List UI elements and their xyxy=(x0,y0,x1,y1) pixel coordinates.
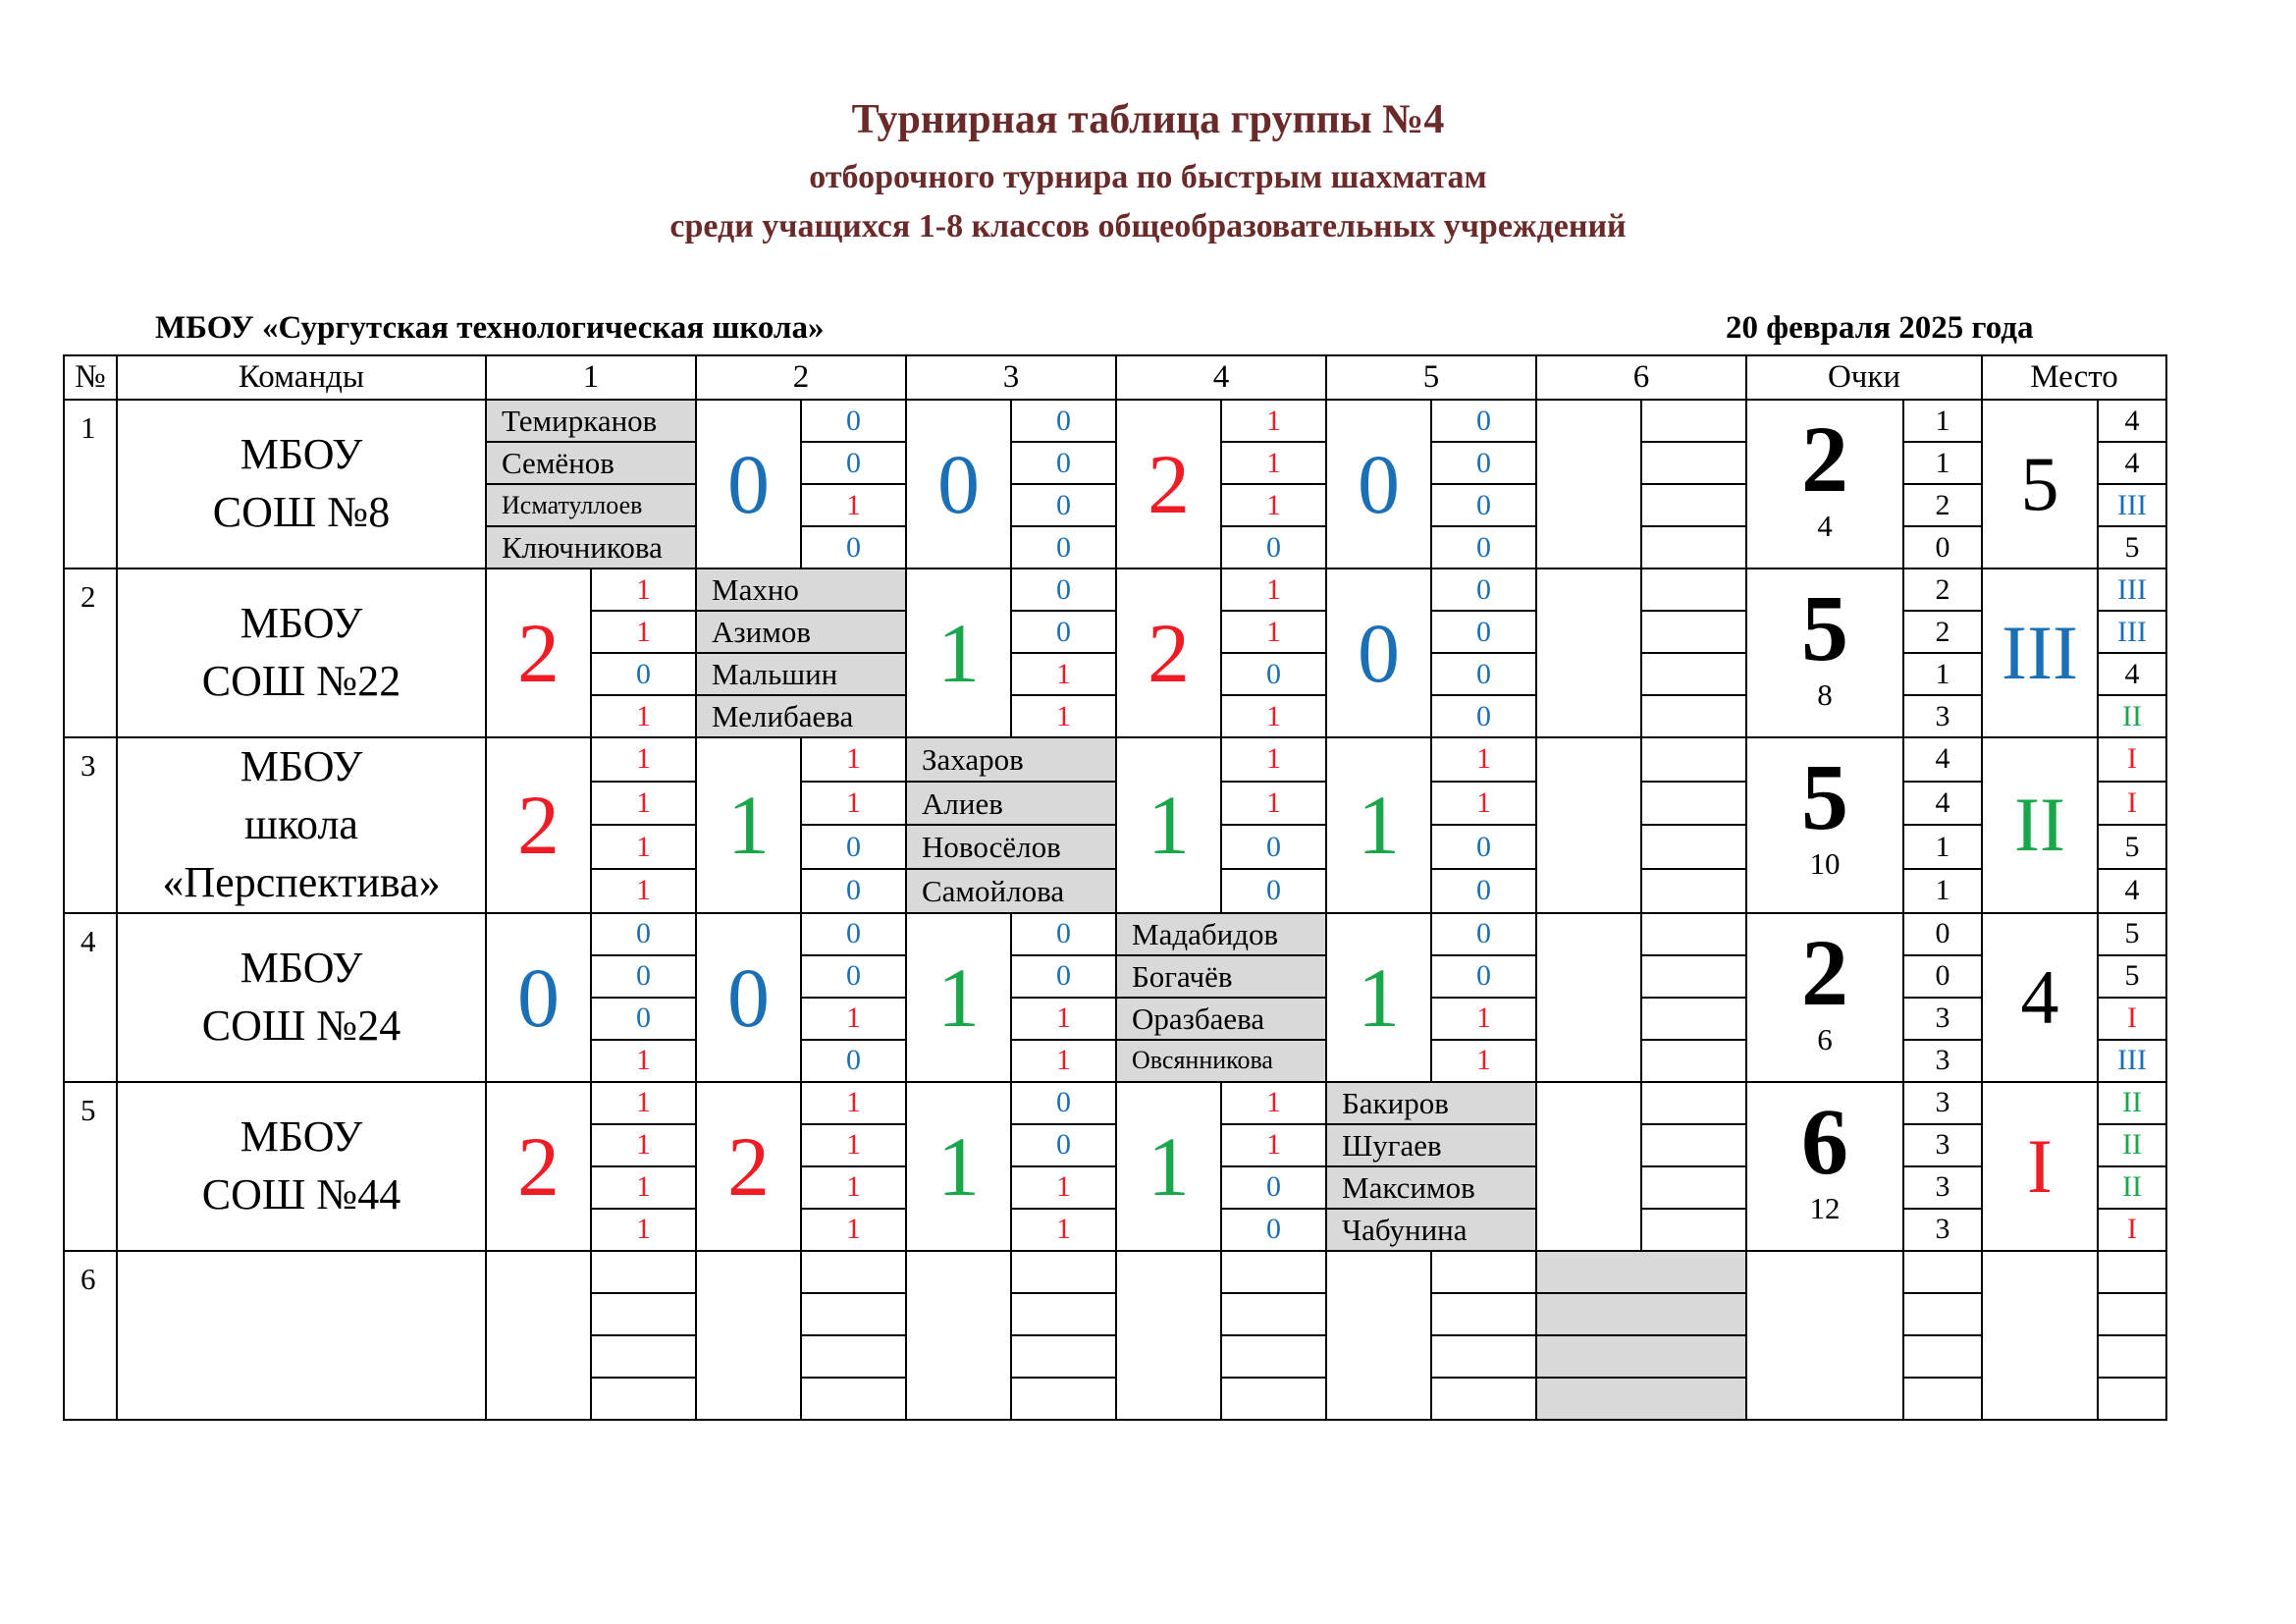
board-place: I xyxy=(2098,998,2166,1040)
board-result: 1 xyxy=(1221,1082,1326,1124)
match-score: 0 xyxy=(486,913,591,1082)
board-result xyxy=(591,1378,696,1420)
board-place xyxy=(2098,1251,2166,1293)
match-score xyxy=(1116,1251,1221,1420)
board-result xyxy=(1641,1166,1746,1209)
match-score: 1 xyxy=(1116,1082,1221,1251)
team-points: 2 xyxy=(1801,919,1848,1025)
board-result: 1 xyxy=(591,1166,696,1209)
board-result: 0 xyxy=(591,653,696,695)
board-result xyxy=(1641,1040,1746,1082)
team-name-line: МБОУ xyxy=(240,599,363,648)
board-result xyxy=(1641,442,1746,484)
team-name xyxy=(117,913,486,1082)
diagonal-cell xyxy=(1536,1251,1746,1293)
table-row xyxy=(64,1251,2166,1293)
team-number: 3 xyxy=(64,737,117,913)
team-name-line: МБОУ xyxy=(240,1111,363,1161)
board-result: 1 xyxy=(1221,1124,1326,1166)
page-title: Турнирная таблица группы №4 xyxy=(851,97,1445,142)
team-board-points-total: 6 xyxy=(1817,1021,1833,1056)
table-row xyxy=(64,737,2166,782)
header-num: № xyxy=(64,355,117,400)
board-result: 1 xyxy=(1011,1209,1116,1251)
team-name xyxy=(117,400,486,568)
board-result xyxy=(1011,1378,1116,1420)
board-result: 1 xyxy=(1221,400,1326,442)
match-score: 0 xyxy=(696,913,801,1082)
diagonal-cell xyxy=(1536,1378,1746,1420)
player-name: Максимов xyxy=(1326,1166,1536,1209)
board-result: 0 xyxy=(1431,484,1536,526)
match-score xyxy=(1536,568,1641,737)
board-result: 0 xyxy=(1431,526,1536,568)
board-result: 0 xyxy=(1431,955,1536,998)
board-points: 3 xyxy=(1903,1040,1982,1082)
team-name xyxy=(117,737,486,913)
board-result xyxy=(1221,1335,1326,1378)
board-place: I xyxy=(2098,782,2166,826)
team-points-cell xyxy=(1746,737,1903,913)
board-place: 4 xyxy=(2098,869,2166,913)
board-result: 1 xyxy=(1221,782,1326,826)
board-result xyxy=(1641,1082,1746,1124)
team-name-line: МБОУ xyxy=(240,742,363,790)
header-points: Очки xyxy=(1746,355,1982,400)
board-result xyxy=(1011,1335,1116,1378)
header-opponent-1: 1 xyxy=(486,355,696,400)
board-place: 5 xyxy=(2098,825,2166,869)
player-name: Захаров xyxy=(906,737,1116,782)
board-result xyxy=(1641,869,1746,913)
player-name: Семёнов xyxy=(486,442,696,484)
board-result: 1 xyxy=(1011,998,1116,1040)
team-points-cell xyxy=(1746,913,1903,1082)
board-result xyxy=(1221,1293,1326,1335)
team-board-points-total: 12 xyxy=(1809,1190,1841,1225)
board-points: 0 xyxy=(1903,955,1982,998)
tournament-table xyxy=(63,354,2167,1421)
board-result: 1 xyxy=(591,1082,696,1124)
board-result xyxy=(801,1335,906,1378)
board-result: 0 xyxy=(1221,526,1326,568)
board-place xyxy=(2098,1335,2166,1378)
board-result xyxy=(1641,1124,1746,1166)
board-result xyxy=(1641,955,1746,998)
table-row xyxy=(64,1082,2166,1124)
board-result: 1 xyxy=(1011,1040,1116,1082)
board-result xyxy=(1431,1251,1536,1293)
player-name: Овсянникова xyxy=(1116,1040,1326,1082)
team-points: 5 xyxy=(1801,744,1848,849)
board-result: 0 xyxy=(1011,484,1116,526)
board-result: 0 xyxy=(1221,1166,1326,1209)
board-result xyxy=(1431,1378,1536,1420)
team-number: 1 xyxy=(64,400,117,568)
board-result: 1 xyxy=(591,737,696,782)
board-result: 0 xyxy=(591,913,696,955)
team-name xyxy=(117,568,486,737)
board-result: 0 xyxy=(591,998,696,1040)
board-place: III xyxy=(2098,1040,2166,1082)
board-result: 0 xyxy=(801,442,906,484)
table-row xyxy=(64,913,2166,955)
board-result: 1 xyxy=(801,737,906,782)
player-name: Чабунина xyxy=(1326,1209,1536,1251)
board-result: 1 xyxy=(591,695,696,737)
board-points: 1 xyxy=(1903,869,1982,913)
player-name: Новосёлов xyxy=(906,825,1116,869)
board-place: I xyxy=(2098,737,2166,782)
match-score xyxy=(696,1251,801,1420)
board-result: 1 xyxy=(801,782,906,826)
team-place: 4 xyxy=(1982,913,2098,1082)
board-result: 0 xyxy=(801,400,906,442)
match-score xyxy=(1326,1251,1431,1420)
board-result xyxy=(1431,1335,1536,1378)
team-number: 6 xyxy=(64,1251,117,1420)
board-result: 1 xyxy=(1011,695,1116,737)
board-result: 0 xyxy=(1011,611,1116,653)
match-score xyxy=(1536,913,1641,1082)
board-result: 1 xyxy=(1221,484,1326,526)
team-place: III xyxy=(1982,568,2098,737)
match-score: 0 xyxy=(1326,568,1431,737)
board-result: 1 xyxy=(591,568,696,611)
match-score: 2 xyxy=(486,737,591,913)
board-place xyxy=(2098,1293,2166,1335)
board-points: 1 xyxy=(1903,653,1982,695)
board-result: 0 xyxy=(1431,611,1536,653)
board-result xyxy=(1641,782,1746,826)
team-name-line: МБОУ xyxy=(240,430,363,479)
board-result xyxy=(1011,1293,1116,1335)
board-place: II xyxy=(2098,1124,2166,1166)
board-result: 0 xyxy=(1431,653,1536,695)
table-row xyxy=(64,568,2166,611)
board-place: II xyxy=(2098,695,2166,737)
table-row xyxy=(64,400,2166,442)
board-result: 1 xyxy=(801,1124,906,1166)
header-opponent-5: 5 xyxy=(1326,355,1536,400)
player-name: Мелибаева xyxy=(696,695,906,737)
player-name: Алиев xyxy=(906,782,1116,826)
board-result: 1 xyxy=(1221,695,1326,737)
board-result: 0 xyxy=(1431,400,1536,442)
board-result xyxy=(1641,568,1746,611)
team-points-cell xyxy=(1746,568,1903,737)
board-points xyxy=(1903,1251,1982,1293)
board-result xyxy=(1641,998,1746,1040)
team-name-line: «Перспектива» xyxy=(162,857,441,906)
board-points: 2 xyxy=(1903,568,1982,611)
team-name-line: МБОУ xyxy=(240,943,363,992)
team-number: 4 xyxy=(64,913,117,1082)
player-name: Оразбаева xyxy=(1116,998,1326,1040)
board-place: I xyxy=(2098,1209,2166,1251)
team-name-line: СОШ №22 xyxy=(201,657,401,705)
board-result xyxy=(1011,1251,1116,1293)
board-result: 1 xyxy=(1431,998,1536,1040)
team-place xyxy=(1982,1251,2098,1420)
organizer-label: МБОУ «Сургутская технологическая школа» xyxy=(155,310,825,346)
board-result: 0 xyxy=(801,913,906,955)
board-result: 1 xyxy=(591,825,696,869)
board-result: 1 xyxy=(1221,737,1326,782)
board-result: 0 xyxy=(1011,568,1116,611)
board-place xyxy=(2098,1378,2166,1420)
match-score: 1 xyxy=(1116,737,1221,913)
board-result: 0 xyxy=(1221,869,1326,913)
board-result: 1 xyxy=(1221,442,1326,484)
board-points xyxy=(1903,1378,1982,1420)
header-opponent-3: 3 xyxy=(906,355,1116,400)
player-name: Бакиров xyxy=(1326,1082,1536,1124)
board-points: 3 xyxy=(1903,1082,1982,1124)
match-score: 2 xyxy=(486,568,591,737)
board-result: 0 xyxy=(1221,825,1326,869)
board-result: 0 xyxy=(1011,955,1116,998)
board-points: 1 xyxy=(1903,400,1982,442)
match-score xyxy=(1536,400,1641,568)
board-result xyxy=(1641,484,1746,526)
board-result xyxy=(1641,611,1746,653)
board-points: 4 xyxy=(1903,737,1982,782)
board-result: 0 xyxy=(1011,1082,1116,1124)
match-score: 2 xyxy=(486,1082,591,1251)
board-result: 0 xyxy=(1431,442,1536,484)
page-subtitle-line-3: среди учащихся 1-8 классов общеобразовательных учреждений xyxy=(669,208,1627,244)
team-board-points-total: 8 xyxy=(1817,677,1833,712)
match-score: 0 xyxy=(1326,400,1431,568)
board-points: 0 xyxy=(1903,913,1982,955)
event-date: 20 февраля 2025 года xyxy=(1726,310,2034,346)
board-result: 1 xyxy=(1431,737,1536,782)
board-points: 4 xyxy=(1903,782,1982,826)
header-teams: Команды xyxy=(117,355,486,400)
board-result: 0 xyxy=(1011,1124,1116,1166)
board-result: 0 xyxy=(801,869,906,913)
board-result xyxy=(591,1293,696,1335)
team-points: 5 xyxy=(1801,575,1848,680)
board-result: 0 xyxy=(1431,568,1536,611)
board-result xyxy=(801,1251,906,1293)
board-result: 0 xyxy=(1011,913,1116,955)
board-result: 0 xyxy=(1431,913,1536,955)
board-result xyxy=(1641,400,1746,442)
board-result xyxy=(1641,913,1746,955)
board-result: 0 xyxy=(591,955,696,998)
board-result: 1 xyxy=(801,1082,906,1124)
match-score xyxy=(1536,1082,1641,1251)
board-place: III xyxy=(2098,484,2166,526)
board-points: 3 xyxy=(1903,998,1982,1040)
board-points: 2 xyxy=(1903,484,1982,526)
team-place: I xyxy=(1982,1082,2098,1251)
match-score: 2 xyxy=(696,1082,801,1251)
player-name: Богачёв xyxy=(1116,955,1326,998)
match-score: 0 xyxy=(906,400,1011,568)
board-result xyxy=(591,1335,696,1378)
player-name: Темирканов xyxy=(486,400,696,442)
team-number: 5 xyxy=(64,1082,117,1251)
team-points-cell xyxy=(1746,1082,1903,1251)
board-result xyxy=(1641,825,1746,869)
team-points-cell xyxy=(1746,400,1903,568)
player-name: Мальшин xyxy=(696,653,906,695)
board-place: III xyxy=(2098,611,2166,653)
team-name-line: СОШ №24 xyxy=(201,1001,401,1050)
match-score: 1 xyxy=(906,913,1011,1082)
match-score: 1 xyxy=(1326,737,1431,913)
match-score: 1 xyxy=(906,568,1011,737)
team-name xyxy=(117,1082,486,1251)
board-result xyxy=(1641,526,1746,568)
board-result: 0 xyxy=(801,955,906,998)
board-place: II xyxy=(2098,1082,2166,1124)
board-result: 0 xyxy=(1011,400,1116,442)
header-opponent-6: 6 xyxy=(1536,355,1746,400)
match-score: 1 xyxy=(906,1082,1011,1251)
board-result: 1 xyxy=(591,1040,696,1082)
board-points: 3 xyxy=(1903,1209,1982,1251)
player-name: Шугаев xyxy=(1326,1124,1536,1166)
board-result: 1 xyxy=(801,1166,906,1209)
team-points: 2 xyxy=(1801,406,1848,512)
header-opponent-2: 2 xyxy=(696,355,906,400)
team-board-points-total: 10 xyxy=(1809,846,1841,881)
team-name-line: школа xyxy=(244,799,358,848)
board-points: 2 xyxy=(1903,611,1982,653)
player-name: Мадабидов xyxy=(1116,913,1326,955)
board-place: 5 xyxy=(2098,526,2166,568)
board-result: 0 xyxy=(1221,653,1326,695)
header-opponent-4: 4 xyxy=(1116,355,1326,400)
player-name: Исматуллоев xyxy=(486,484,696,526)
board-result: 1 xyxy=(591,1209,696,1251)
board-place: 5 xyxy=(2098,955,2166,998)
board-points xyxy=(1903,1293,1982,1335)
diagonal-cell xyxy=(1536,1335,1746,1378)
team-points-cell xyxy=(1746,1251,1903,1420)
player-name: Азимов xyxy=(696,611,906,653)
board-place: 4 xyxy=(2098,653,2166,695)
board-result: 0 xyxy=(1431,695,1536,737)
board-result: 0 xyxy=(801,526,906,568)
board-place: II xyxy=(2098,1166,2166,1209)
player-name: Махно xyxy=(696,568,906,611)
page-subtitle-line-2: отборочного турнира по быстрым шахматам xyxy=(809,159,1487,195)
board-points: 0 xyxy=(1903,526,1982,568)
board-place: 4 xyxy=(2098,400,2166,442)
header-place: Место xyxy=(1982,355,2166,400)
match-score: 2 xyxy=(1116,568,1221,737)
team-board-points-total: 4 xyxy=(1817,509,1833,543)
board-result: 1 xyxy=(801,998,906,1040)
board-points xyxy=(1903,1335,1982,1378)
board-result: 0 xyxy=(1431,825,1536,869)
match-score: 1 xyxy=(696,737,801,913)
board-result: 1 xyxy=(1431,1040,1536,1082)
board-result xyxy=(1221,1251,1326,1293)
board-result: 1 xyxy=(591,869,696,913)
match-score xyxy=(486,1251,591,1420)
board-result: 1 xyxy=(1011,1166,1116,1209)
board-result: 1 xyxy=(801,1209,906,1251)
board-result: 1 xyxy=(591,611,696,653)
board-points: 3 xyxy=(1903,1166,1982,1209)
board-result xyxy=(591,1251,696,1293)
board-points: 3 xyxy=(1903,695,1982,737)
board-result xyxy=(1221,1378,1326,1420)
match-score xyxy=(1536,737,1641,913)
team-name-line: СОШ №8 xyxy=(212,488,391,536)
match-score: 1 xyxy=(1326,913,1431,1082)
team-points: 6 xyxy=(1801,1088,1848,1194)
board-result: 1 xyxy=(591,782,696,826)
match-score: 0 xyxy=(696,400,801,568)
table-header-row xyxy=(64,355,2166,400)
team-place: II xyxy=(1982,737,2098,913)
board-result xyxy=(1431,1293,1536,1335)
match-score xyxy=(906,1251,1011,1420)
player-name: Самойлова xyxy=(906,869,1116,913)
board-result: 0 xyxy=(1221,1209,1326,1251)
board-points: 1 xyxy=(1903,825,1982,869)
board-result xyxy=(1641,1209,1746,1251)
board-points: 1 xyxy=(1903,442,1982,484)
board-result: 0 xyxy=(1011,526,1116,568)
board-result xyxy=(1641,695,1746,737)
board-result xyxy=(1641,653,1746,695)
board-result: 0 xyxy=(801,1040,906,1082)
board-place: 4 xyxy=(2098,442,2166,484)
board-result: 1 xyxy=(591,1124,696,1166)
board-result: 1 xyxy=(1011,653,1116,695)
player-name: Ключникова xyxy=(486,526,696,568)
board-points: 3 xyxy=(1903,1124,1982,1166)
board-result xyxy=(801,1378,906,1420)
board-result: 1 xyxy=(1221,611,1326,653)
board-result: 0 xyxy=(1431,869,1536,913)
match-score: 2 xyxy=(1116,400,1221,568)
board-result: 1 xyxy=(801,484,906,526)
board-place: 5 xyxy=(2098,913,2166,955)
board-place: III xyxy=(2098,568,2166,611)
board-result: 1 xyxy=(1221,568,1326,611)
board-result: 0 xyxy=(801,825,906,869)
board-result: 1 xyxy=(1431,782,1536,826)
team-name-line: СОШ №44 xyxy=(201,1169,401,1218)
team-name xyxy=(117,1251,486,1420)
board-result: 0 xyxy=(1011,442,1116,484)
diagonal-cell xyxy=(1536,1293,1746,1335)
board-result xyxy=(1641,737,1746,782)
team-place: 5 xyxy=(1982,400,2098,568)
board-result xyxy=(801,1293,906,1335)
team-number: 2 xyxy=(64,568,117,737)
